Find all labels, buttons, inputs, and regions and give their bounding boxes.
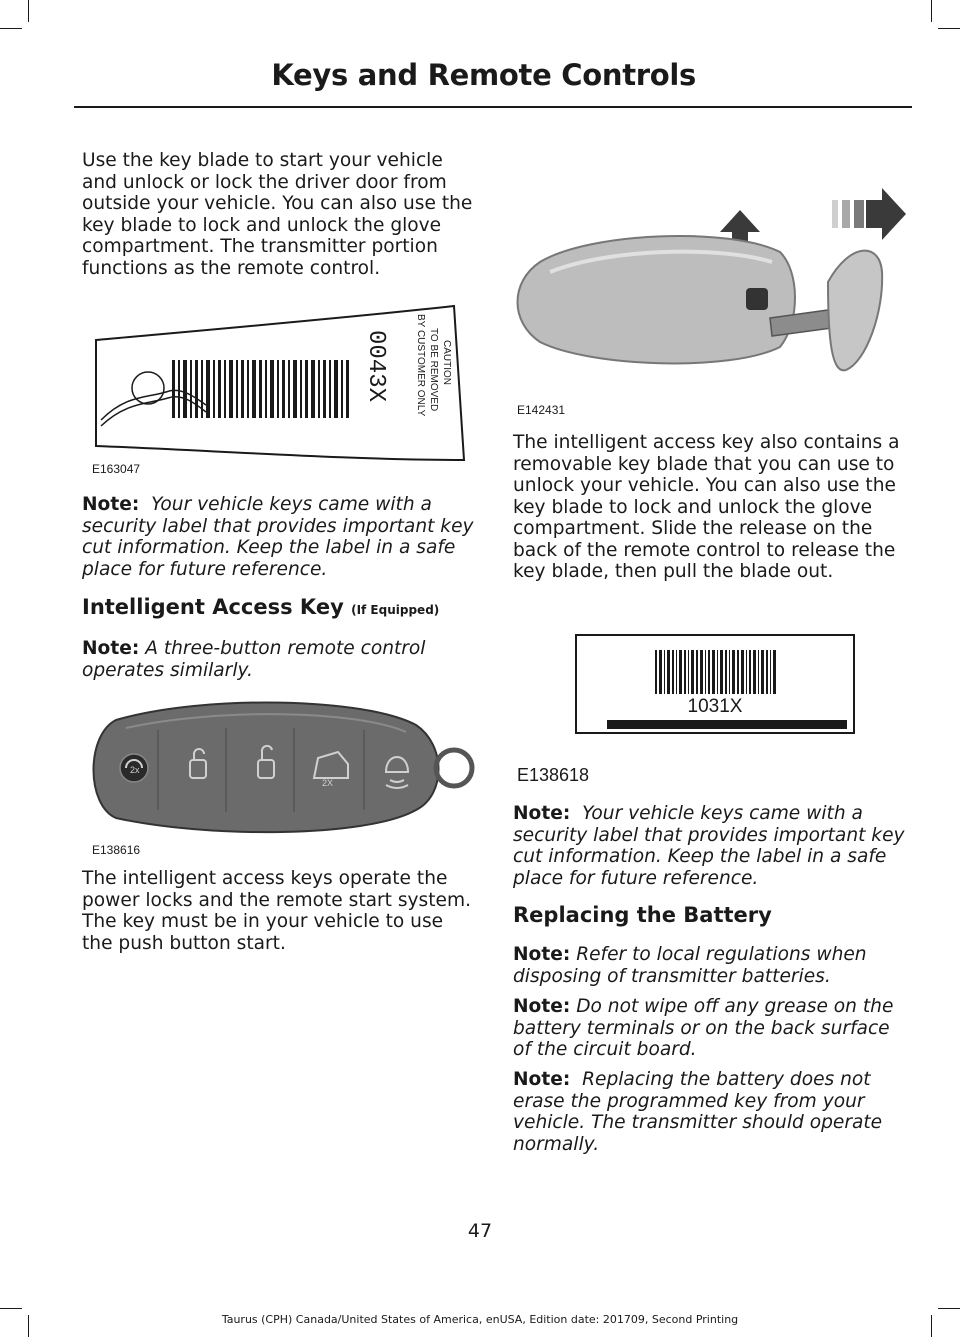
crop-mark — [938, 1308, 960, 1309]
heading-text: Intelligent Access Key — [82, 595, 344, 619]
heading-text: Replacing the Battery — [513, 903, 772, 927]
note-label: Note: — [513, 1069, 571, 1090]
crop-mark — [0, 28, 22, 29]
note-label: Note: — [513, 803, 571, 824]
figure-caption: E163047 — [92, 462, 141, 476]
note-text: Replacing the battery does not erase the programmed key from your vehicle. The transmitter should operate normally. — [513, 1069, 883, 1155]
right-note-2 — [513, 944, 909, 987]
right-paragraph-1 — [513, 432, 909, 583]
crop-mark — [938, 28, 960, 29]
crop-mark — [0, 1308, 22, 1309]
crop-mark — [28, 0, 29, 22]
page-number: 47 — [467, 1220, 493, 1242]
note-text: A three-button remote control operates similarly. — [82, 638, 426, 681]
right-note-4 — [513, 1069, 909, 1155]
figure-caption: E138618 — [517, 765, 590, 785]
figure-caption: E142431 — [517, 403, 566, 417]
body-paragraph: The intelligent access key also contains a removable key blade that you can use to unlock your vehicle. You can also use the key blade to lock and unlock the glove compartment. Slide the release on the back of the remote control to release the key blade, then pull the blade out. — [513, 432, 900, 582]
header-divider — [74, 106, 912, 108]
crop-mark — [931, 0, 932, 22]
security-label-figure — [86, 300, 476, 485]
right-note-1 — [513, 803, 909, 889]
intro-paragraph: Use the key blade to start your vehicle and unlock or lock the driver door from outside your vehicle. You can also use the key blade to lock and unlock the glove compartment. The transmitter portion functions as the remote control. — [82, 150, 473, 279]
label-caution-line-1: CAUTION — [441, 340, 452, 385]
left-note-1 — [82, 494, 478, 580]
label-code: 1031X — [687, 696, 743, 717]
note-text: Your vehicle keys came with a security label that provides important key cut information. Keep the label in a safe place for future reference. — [82, 494, 474, 580]
section-heading-intelligent-access-key — [82, 597, 478, 622]
note-label: Note: — [513, 996, 571, 1017]
remote-start-button-icon — [120, 754, 148, 782]
note-text: Refer to local regulations when disposing of transmitter batteries. — [513, 944, 867, 987]
note-text: Your vehicle keys came with a security label that provides important key cut information. Keep the label in a safe place for future reference. — [513, 803, 905, 889]
note-text: Do not wipe off any grease on the battery terminals or on the back surface of the circuit board. — [513, 996, 894, 1060]
page-title: Keys and Remote Controls — [271, 58, 696, 92]
edition-footer: Taurus (CPH) Canada/United States of America, enUSA, Edition date: 201709, Second Printing — [221, 1313, 739, 1326]
note-label: Note: — [513, 944, 571, 965]
left-note-2 — [82, 638, 478, 681]
right-note-3 — [513, 996, 909, 1061]
heading-qualifier: (If Equipped) — [351, 603, 440, 617]
figure-caption: E138616 — [92, 843, 141, 857]
note-label: Note: — [82, 494, 140, 515]
svg-text:2x: 2x — [130, 765, 140, 775]
section-heading-replacing-battery — [513, 905, 909, 927]
left-intro — [82, 150, 478, 279]
svg-text:2X: 2X — [322, 778, 334, 788]
key-blade-removal-figure — [510, 182, 910, 402]
label-code: 0043X — [362, 330, 389, 403]
body-paragraph: The intelligent access keys operate the power locks and the remote start system. The key must be in your vehicle to use the push button start. — [82, 868, 471, 954]
key-fob-figure — [86, 690, 476, 860]
key-code-label-figure — [575, 634, 855, 734]
left-paragraph-2 — [82, 868, 478, 954]
note-label: Note: — [82, 638, 140, 659]
key-fob-shell — [518, 236, 796, 363]
release-arrow-right-icon — [832, 188, 906, 240]
label-card — [96, 306, 464, 460]
label-caution-line-3: BY CUSTOMER ONLY — [415, 314, 426, 417]
key-ring-icon — [436, 750, 472, 786]
label-caution-line-2: TO BE REMOVED — [428, 328, 439, 412]
